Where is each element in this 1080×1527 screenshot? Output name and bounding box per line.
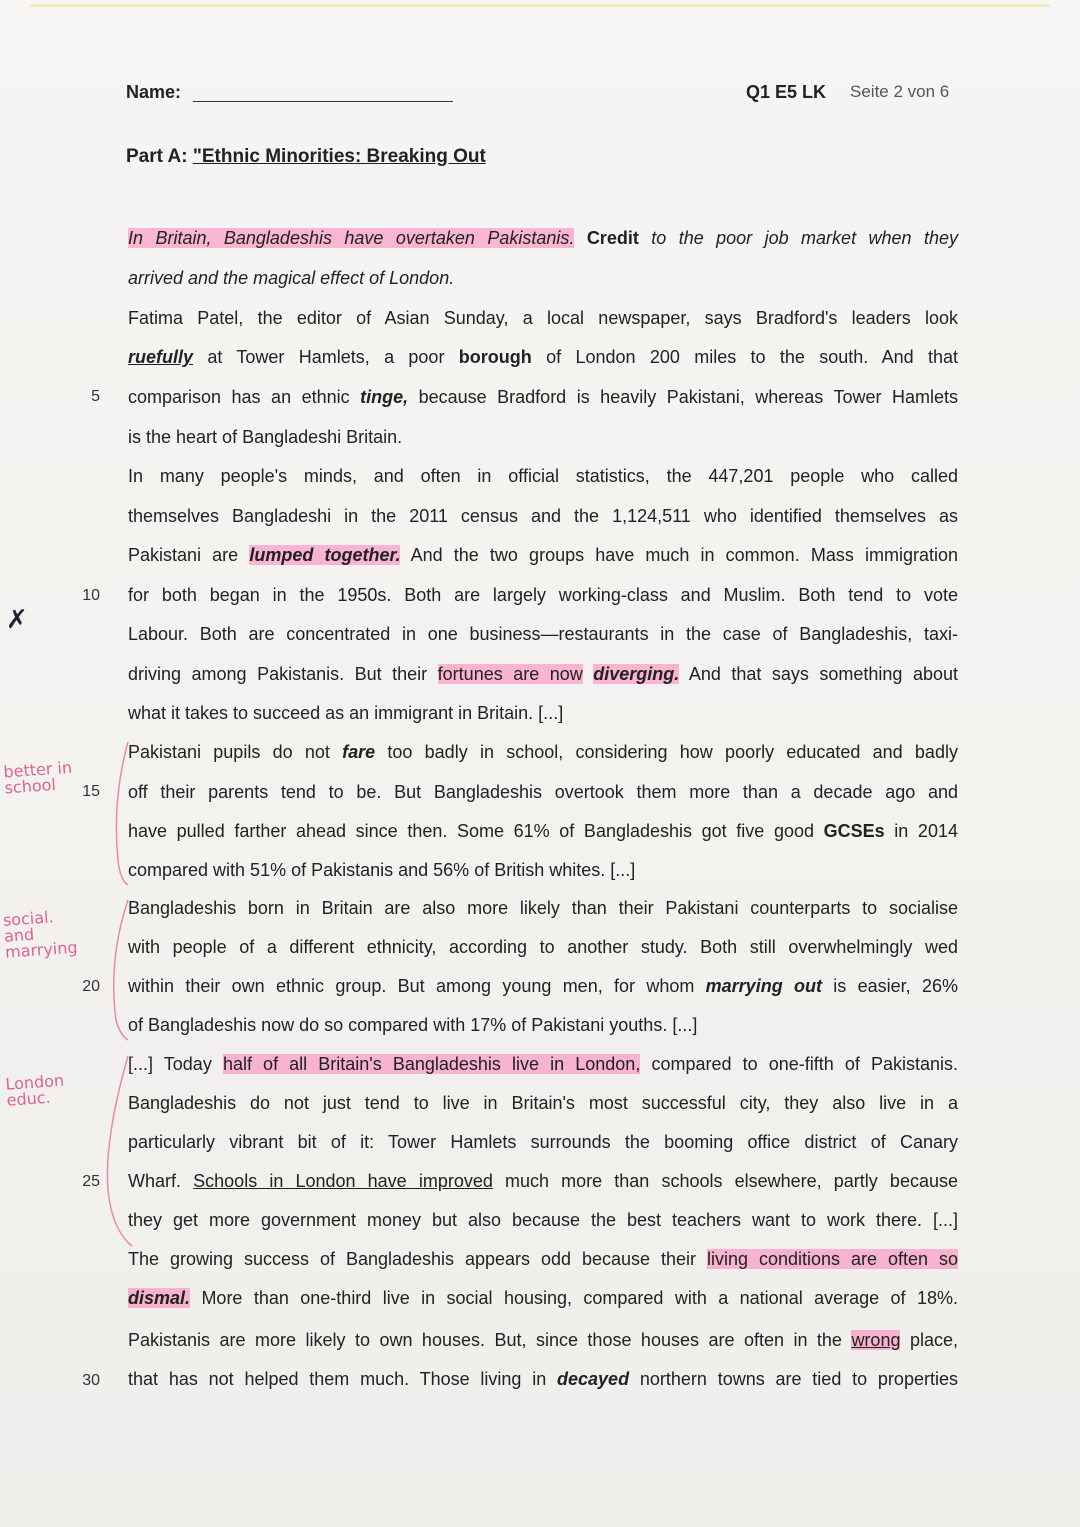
- text-line-11: Labour. Both are concentrated in one business—restaurants in the case of Bangladeshis, taxi-: [128, 624, 958, 644]
- text-line-8: themselves Bangladeshi in the 2011 census and the 1,124,511 who identified themselves as: [128, 506, 958, 526]
- bracket-social: [114, 900, 128, 1040]
- highlight-overtaken: In Britain, Bangladeshis have overtaken Pakistanis.: [128, 228, 575, 248]
- text-line-1: In Britain, Bangladeshis have overtaken Pakistanis. Credit to the poor job market when they: [128, 228, 958, 248]
- article-title: "Ethnic Minorities: Breaking Out: [192, 146, 486, 167]
- text-line-23: Bangladeshis do not just tend to live in Britain's most successful city, they also live in a: [128, 1093, 958, 1113]
- text-line-20: within their own ethnic group. But among young men, for whom marrying out is easier, 26%: [128, 976, 958, 996]
- text-line-4: ruefully at Tower Hamlets, a poor borough of London 200 miles to the south. And that: [128, 347, 958, 367]
- top-edge-highlight: [30, 4, 1050, 7]
- text-line-16: have pulled farther ahead since then. Some 61% of Bangladeshis got five good GCSEs in 2014: [128, 821, 958, 841]
- course-code: Q1 E5 LK: [746, 82, 827, 102]
- text-line-14: Pakistani pupils do not fare too badly in school, considering how poorly educated and badly: [128, 742, 958, 762]
- text-line-18: Bangladeshis born in Britain are also more likely than their Pakistani counterparts to socialise: [128, 898, 958, 918]
- text-line-24: particularly vibrant bit of it: Tower Hamlets surrounds the booming office district of Canary: [128, 1132, 958, 1152]
- line-number: 20: [82, 978, 100, 995]
- text-line-28: dismal. More than one-third live in social housing, compared with a national average of 18%.: [128, 1288, 958, 1308]
- page-number: Seite 2 von 6: [850, 82, 950, 101]
- highlight-lumped: lumped together.: [249, 545, 401, 565]
- text-line-19: with people of a different ethnicity, according to another study. Both still overwhelmingly wed: [128, 937, 958, 957]
- line-number: 10: [82, 587, 100, 604]
- word-credit: Credit: [586, 228, 639, 248]
- text-line-25: Wharf. Schools in London have improved much more than schools elsewhere, partly because: [128, 1171, 958, 1191]
- margin-brackets: [0, 0, 140, 1527]
- text-line-6: is the heart of Bangladeshi Britain.: [128, 427, 403, 447]
- line-number: 15: [82, 783, 100, 800]
- line-number: 5: [91, 388, 100, 405]
- text-line-17: compared with 51% of Pakistanis and 56% of British whites. [...]: [128, 860, 636, 880]
- highlight-living-conditions: living conditions are often so: [707, 1249, 958, 1269]
- margin-note-london: London educ.: [4, 1070, 65, 1110]
- text-line-30: that has not helped them much. Those living in decayed northern towns are tied to properties: [128, 1369, 958, 1389]
- part-title: [126, 146, 486, 168]
- text-line-2: arrived and the magical effect of London.: [128, 268, 455, 288]
- text-line-7: In many people's minds, and often in official statistics, the 447,201 people who called: [128, 466, 958, 486]
- text-line-13: what it takes to succeed as an immigrant in Britain. [...]: [128, 703, 564, 723]
- text-line-26: they get more government money but also because the best teachers want to work there. [...]: [128, 1210, 958, 1230]
- highlight-half-london: half of all Britain's Bangladeshis live in London,: [222, 1054, 641, 1074]
- text-line-5: comparison has an ethnic tinge, because Bradford is heavily Pakistani, whereas Tower Hamlets: [128, 387, 958, 407]
- line-number: 25: [82, 1173, 100, 1190]
- margin-note-social: social. and marrying: [2, 907, 79, 962]
- name-field-line: [193, 101, 453, 102]
- text-line-21: of Bangladeshis now do so compared with 17% of Pakistani youths. [...]: [128, 1015, 698, 1035]
- text-line-29: Pakistanis are more likely to own houses. But, since those houses are often in the wrong place,: [128, 1330, 958, 1350]
- cross-mark-icon: ✗: [6, 604, 28, 634]
- name-label: Name:: [126, 82, 182, 102]
- text-line-9: Pakistani are lumped together. And the two groups have much in common. Mass immigration: [128, 545, 958, 565]
- part-prefix: Part A:: [126, 146, 193, 167]
- text-line-27: The growing success of Bangladeshis appears odd because their living conditions are often so: [128, 1249, 958, 1269]
- margin-note-school: better in school: [2, 757, 73, 798]
- text-line-3: Fatima Patel, the editor of Asian Sunday, a local newspaper, says Bradford's leaders look: [128, 308, 958, 328]
- text-line-10: for both began in the 1950s. Both are largely working-class and Muslim. Both tend to vote: [128, 585, 958, 605]
- line-number: 30: [82, 1372, 100, 1389]
- text-line-12: driving among Pakistanis. But their fortunes are now diverging. And that says something about: [128, 664, 958, 684]
- text-line-22: [...] Today half of all Britain's Bangladeshis live in London, compared to one-fifth of Pakistanis.: [128, 1054, 958, 1074]
- text-line-15: off their parents tend to be. But Bangladeshis overtook them more than a decade ago and: [128, 782, 958, 802]
- bracket-school: [116, 742, 128, 885]
- bracket-london: [107, 1056, 132, 1246]
